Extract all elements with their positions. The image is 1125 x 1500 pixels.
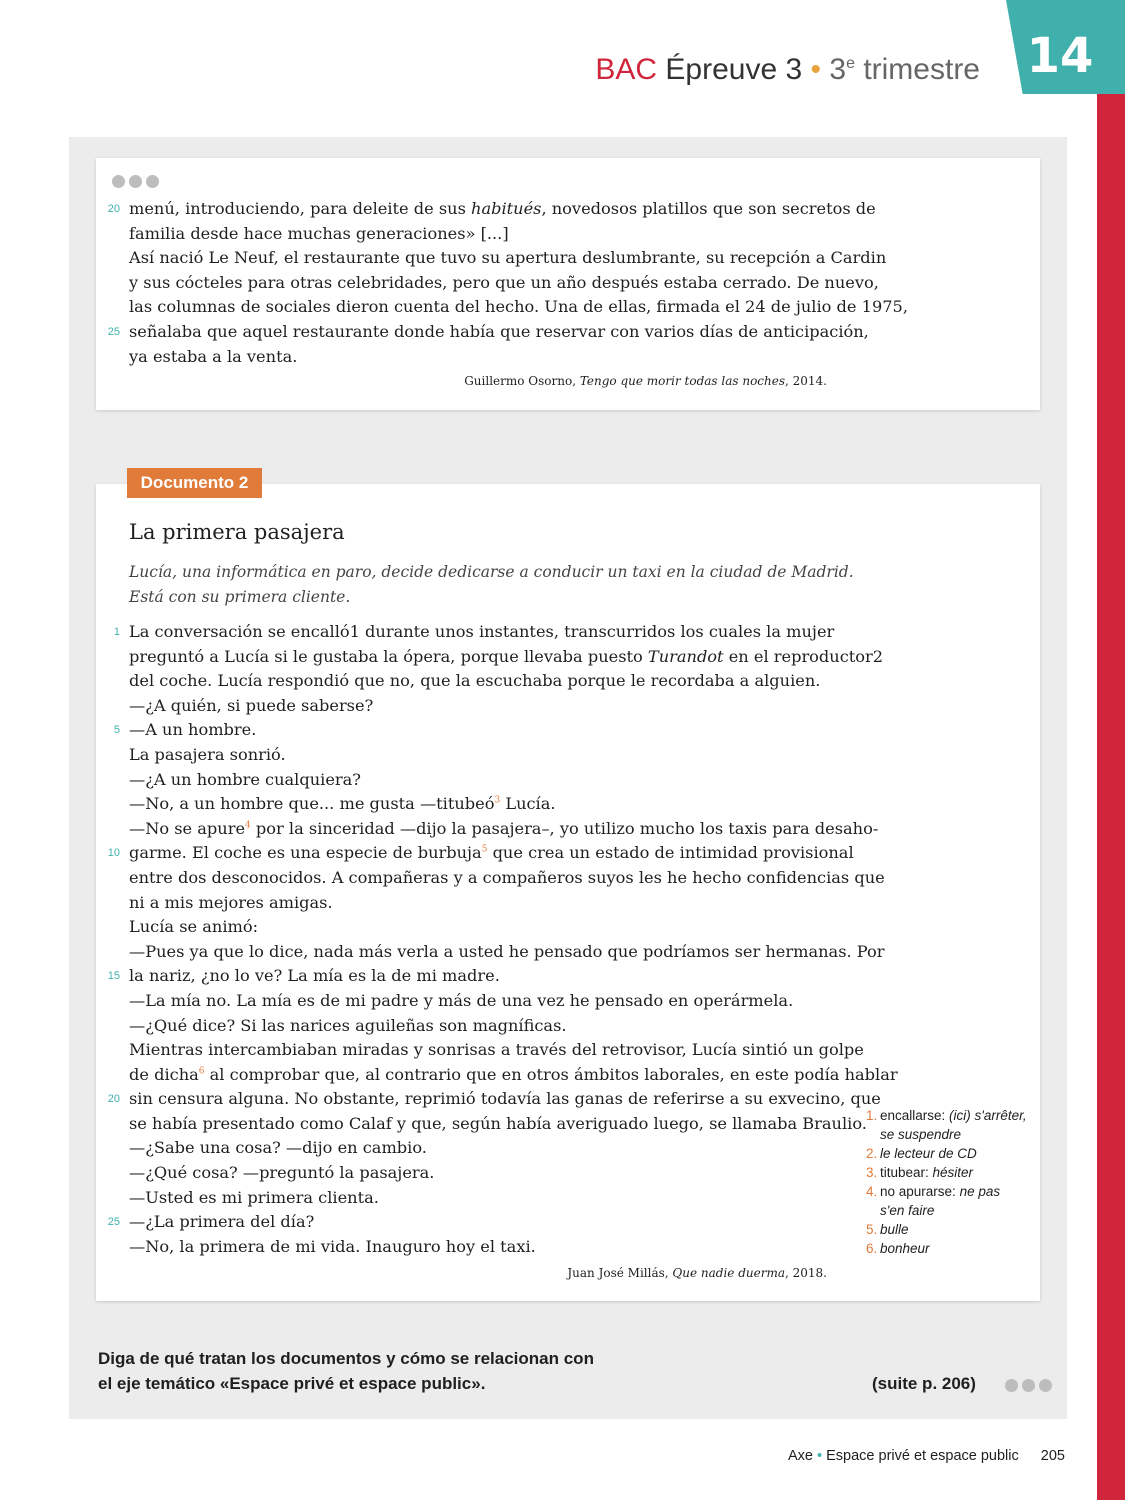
text-line: familia desde hace muchas generaciones» [...] — [129, 223, 509, 243]
trimestre-label: 3e trimestre — [829, 53, 980, 86]
text-line: —¿Qué cosa? —preguntó la pasajera. — [129, 1163, 435, 1183]
footnote-marker: 6 — [198, 1066, 205, 1077]
text-line: —Pues ya que lo dice, nada más verla a usted he pensado que podríamos ser hermanas. Por — [129, 941, 885, 961]
document-1-source: Guillermo Osorno, Tengo que morir todas las noches, 2014. — [464, 374, 827, 388]
footnote-item: 6. bonheur — [866, 1241, 930, 1256]
footnote-item-continued: s'en faire — [880, 1203, 935, 1218]
footnote-marker: 3 — [494, 795, 501, 806]
page-number: 205 — [1040, 1448, 1065, 1464]
footnote-item: 1. encallarse: (ici) s'arrêter, — [866, 1108, 1027, 1123]
text-line: —¿Sabe una cosa? —dijo en cambio. — [129, 1138, 427, 1158]
text-line: 5 —A un hombre. — [113, 720, 257, 740]
side-color-bar — [1097, 92, 1125, 1500]
text-line: Así nació Le Neuf, el restaurante que tuvo su apertura deslumbrante, su recepción a Cardin — [129, 248, 887, 268]
text-line: las columnas de sociales dieron cuenta del hecho. Una de ellas, firmada el 24 de julio de 1975, — [129, 297, 908, 317]
footnote-marker: 4 — [245, 820, 251, 831]
page-footer — [788, 1446, 1065, 1466]
text-line: —¿A quién, si puede saberse? — [129, 695, 374, 715]
text-line: —¿Qué dice? Si las narices aguileñas son magníficas. — [129, 1015, 567, 1035]
continuation-dots-icon — [112, 175, 159, 188]
text-line: ni a mis mejores amigas. — [129, 892, 333, 912]
footer-separator: • — [817, 1448, 823, 1464]
chapter-number: 14 — [1026, 28, 1094, 84]
text-line: 25 —¿La primera del día? — [107, 1212, 315, 1232]
text-line: 25 señalaba que aquel restaurante donde había que reservar con varios días de anticipación, — [107, 321, 869, 341]
text-line: 1 La conversación se encalló1 durante unos instantes, transcurridos los cuales la mujer — [113, 622, 835, 641]
text-line: —¿A un hombre cualquiera? — [129, 769, 361, 789]
text-line: —No, a un hombre que... me gusta —titubeó$^3$ Lucía. — [129, 794, 556, 814]
footnote-item: 4. no apurarse: ne pas — [866, 1184, 1001, 1199]
footer-theme: Espace privé et espace public — [826, 1448, 1019, 1464]
continuation-note: (suite p. 206) — [872, 1374, 976, 1393]
text-line: 10 garme. El coche es una especie de burbuja$^5$ que crea un estado de intimidad provisional — [107, 843, 854, 863]
document-2-badge: Documento 2 — [127, 468, 262, 498]
footnote-item-continued: se suspendre — [880, 1127, 962, 1142]
footnote-marker: 5 — [481, 844, 488, 855]
text-line: —No, la primera de mi vida. Inauguro hoy el taxi. — [129, 1236, 536, 1256]
text-line: 20 menú, introduciendo, para deleite de sus habitués, novedosos platillos que son secretos de — [107, 199, 876, 218]
document-2-intro: Lucía, una informática en paro, decide dedicarse a conducir un taxi en la ciudad de Madrid. Está con su primera cliente. — [129, 563, 854, 606]
footnote-item: 5. bulle — [866, 1222, 909, 1237]
epreuve-label: Épreuve 3 — [665, 53, 803, 86]
footnote-item: 3. titubear: hésiter — [866, 1165, 974, 1180]
page-header-title — [595, 44, 980, 90]
text-line: —La mía no. La mía es de mi padre y más de una vez he pensado en operármela. — [129, 990, 794, 1010]
text-line: se había presentado como Calaf y que, según había averiguado luego, se llamaba Braulio. — [129, 1113, 867, 1133]
document-2-title: La primera pasajera — [129, 520, 345, 544]
footnotes-list — [866, 1106, 1046, 1258]
header-separator: • — [810, 53, 822, 86]
text-line: y sus cócteles para otras celebridades, pero que un año después estaba cerrado. De nuevo, — [129, 272, 879, 292]
text-line: —Usted es mi primera clienta. — [129, 1187, 379, 1207]
text-line: —No se apure$^4$ por la sinceridad —dijo la pasajera–, yo utilizo mucho los taxis para desaho- — [129, 818, 879, 838]
footer-axe: Axe — [787, 1448, 813, 1464]
text-line: 20 sin censura alguna. No obstante, reprimió todavía las ganas de referirse a su exvecino, que — [107, 1089, 881, 1109]
text-line: La pasajera sonrió. — [129, 744, 286, 764]
bac-label: BAC — [595, 53, 658, 86]
document-2-source: Juan José Millás, Que nadie duerma, 2018. — [567, 1266, 827, 1280]
footnote-item: 2. le lecteur de CD — [866, 1146, 977, 1161]
exam-question: Diga de qué tratan los documentos y cómo se relacionan con el eje temático «Espace privé et espace public». — [98, 1349, 594, 1393]
text-line: Lucía se animó: — [129, 917, 259, 937]
text-line: Mientras intercambiaban miradas y sonrisas a través del retrovisor, Lucía sintió un golpe — [129, 1040, 864, 1060]
text-line: del coche. Lucía respondió que no, que la escuchaba porque le recordaba a alguien. — [129, 671, 821, 691]
text-line: de dicha$^6$ al comprobar que, al contrario que en otros ámbitos laborales, en este podía hablar — [129, 1064, 898, 1084]
text-line: entre dos desconocidos. A compañeras y a compañeros suyos les he hecho confidencias que — [129, 867, 885, 887]
continuation-dots-icon — [1005, 1379, 1052, 1392]
document-1-text — [107, 197, 908, 369]
text-line: 15 la nariz, ¿no lo ve? La mía es la de mi madre. — [107, 966, 500, 986]
text-line: preguntó a Lucía si le gustaba la ópera, porque llevaba puesto Turandot en el reproductor2 — [129, 646, 884, 666]
text-line: ya estaba a la venta. — [129, 346, 298, 366]
